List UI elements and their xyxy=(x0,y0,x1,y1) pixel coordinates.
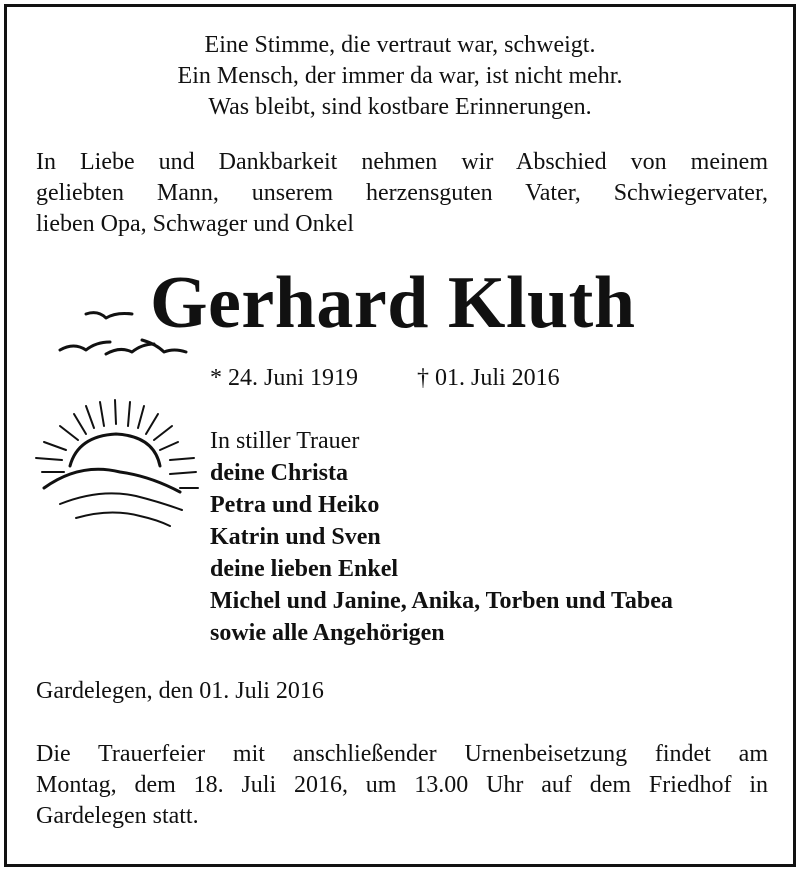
mourner-line: Michel und Janine, Anika, Torben und Tabea xyxy=(210,588,673,614)
service-line: Montag, dem 18. Juli 2016, um 13.00 Uhr auf dem Friedhof in xyxy=(36,772,768,798)
death-date: † 01. Juli 2016 xyxy=(417,365,560,391)
poem-line: Was bleibt, sind kostbare Erinnerungen. xyxy=(208,94,592,120)
intro-line: lieben Opa, Schwager und Onkel xyxy=(36,211,354,237)
poem-line: Ein Mensch, der immer da war, ist nicht mehr. xyxy=(177,63,623,89)
service-line: Die Trauerfeier mit anschließender Urnenbeisetzung findet am xyxy=(36,741,768,767)
poem-line: Eine Stimme, die vertraut war, schweigt. xyxy=(204,32,596,58)
intro-line: In Liebe und Dankbarkeit nehmen wir Abschied von meinem xyxy=(36,149,768,175)
mourners-heading: In stiller Trauer xyxy=(210,428,360,454)
intro-line: geliebten Mann, unserem herzensguten Vater, Schwiegervater, xyxy=(36,180,768,206)
intro-text xyxy=(36,147,768,240)
mourner-line: sowie alle Angehörigen xyxy=(210,620,445,646)
deceased-name: Gerhard Kluth xyxy=(150,262,636,344)
life-dates xyxy=(210,363,560,393)
place-and-date: Gardelegen, den 01. Juli 2016 xyxy=(36,678,324,704)
funeral-service-notice xyxy=(36,739,768,832)
mourner-line: deine lieben Enkel xyxy=(210,556,399,582)
mourner-line: deine Christa xyxy=(210,460,348,486)
sunset-over-dunes-icon xyxy=(30,392,200,532)
mourners-list xyxy=(210,425,673,649)
mourner-line: Petra und Heiko xyxy=(210,492,380,518)
poem xyxy=(0,30,800,123)
birth-date: * 24. Juni 1919 xyxy=(210,365,359,391)
mourner-line: Katrin und Sven xyxy=(210,524,381,550)
service-line: Gardelegen statt. xyxy=(36,803,199,829)
